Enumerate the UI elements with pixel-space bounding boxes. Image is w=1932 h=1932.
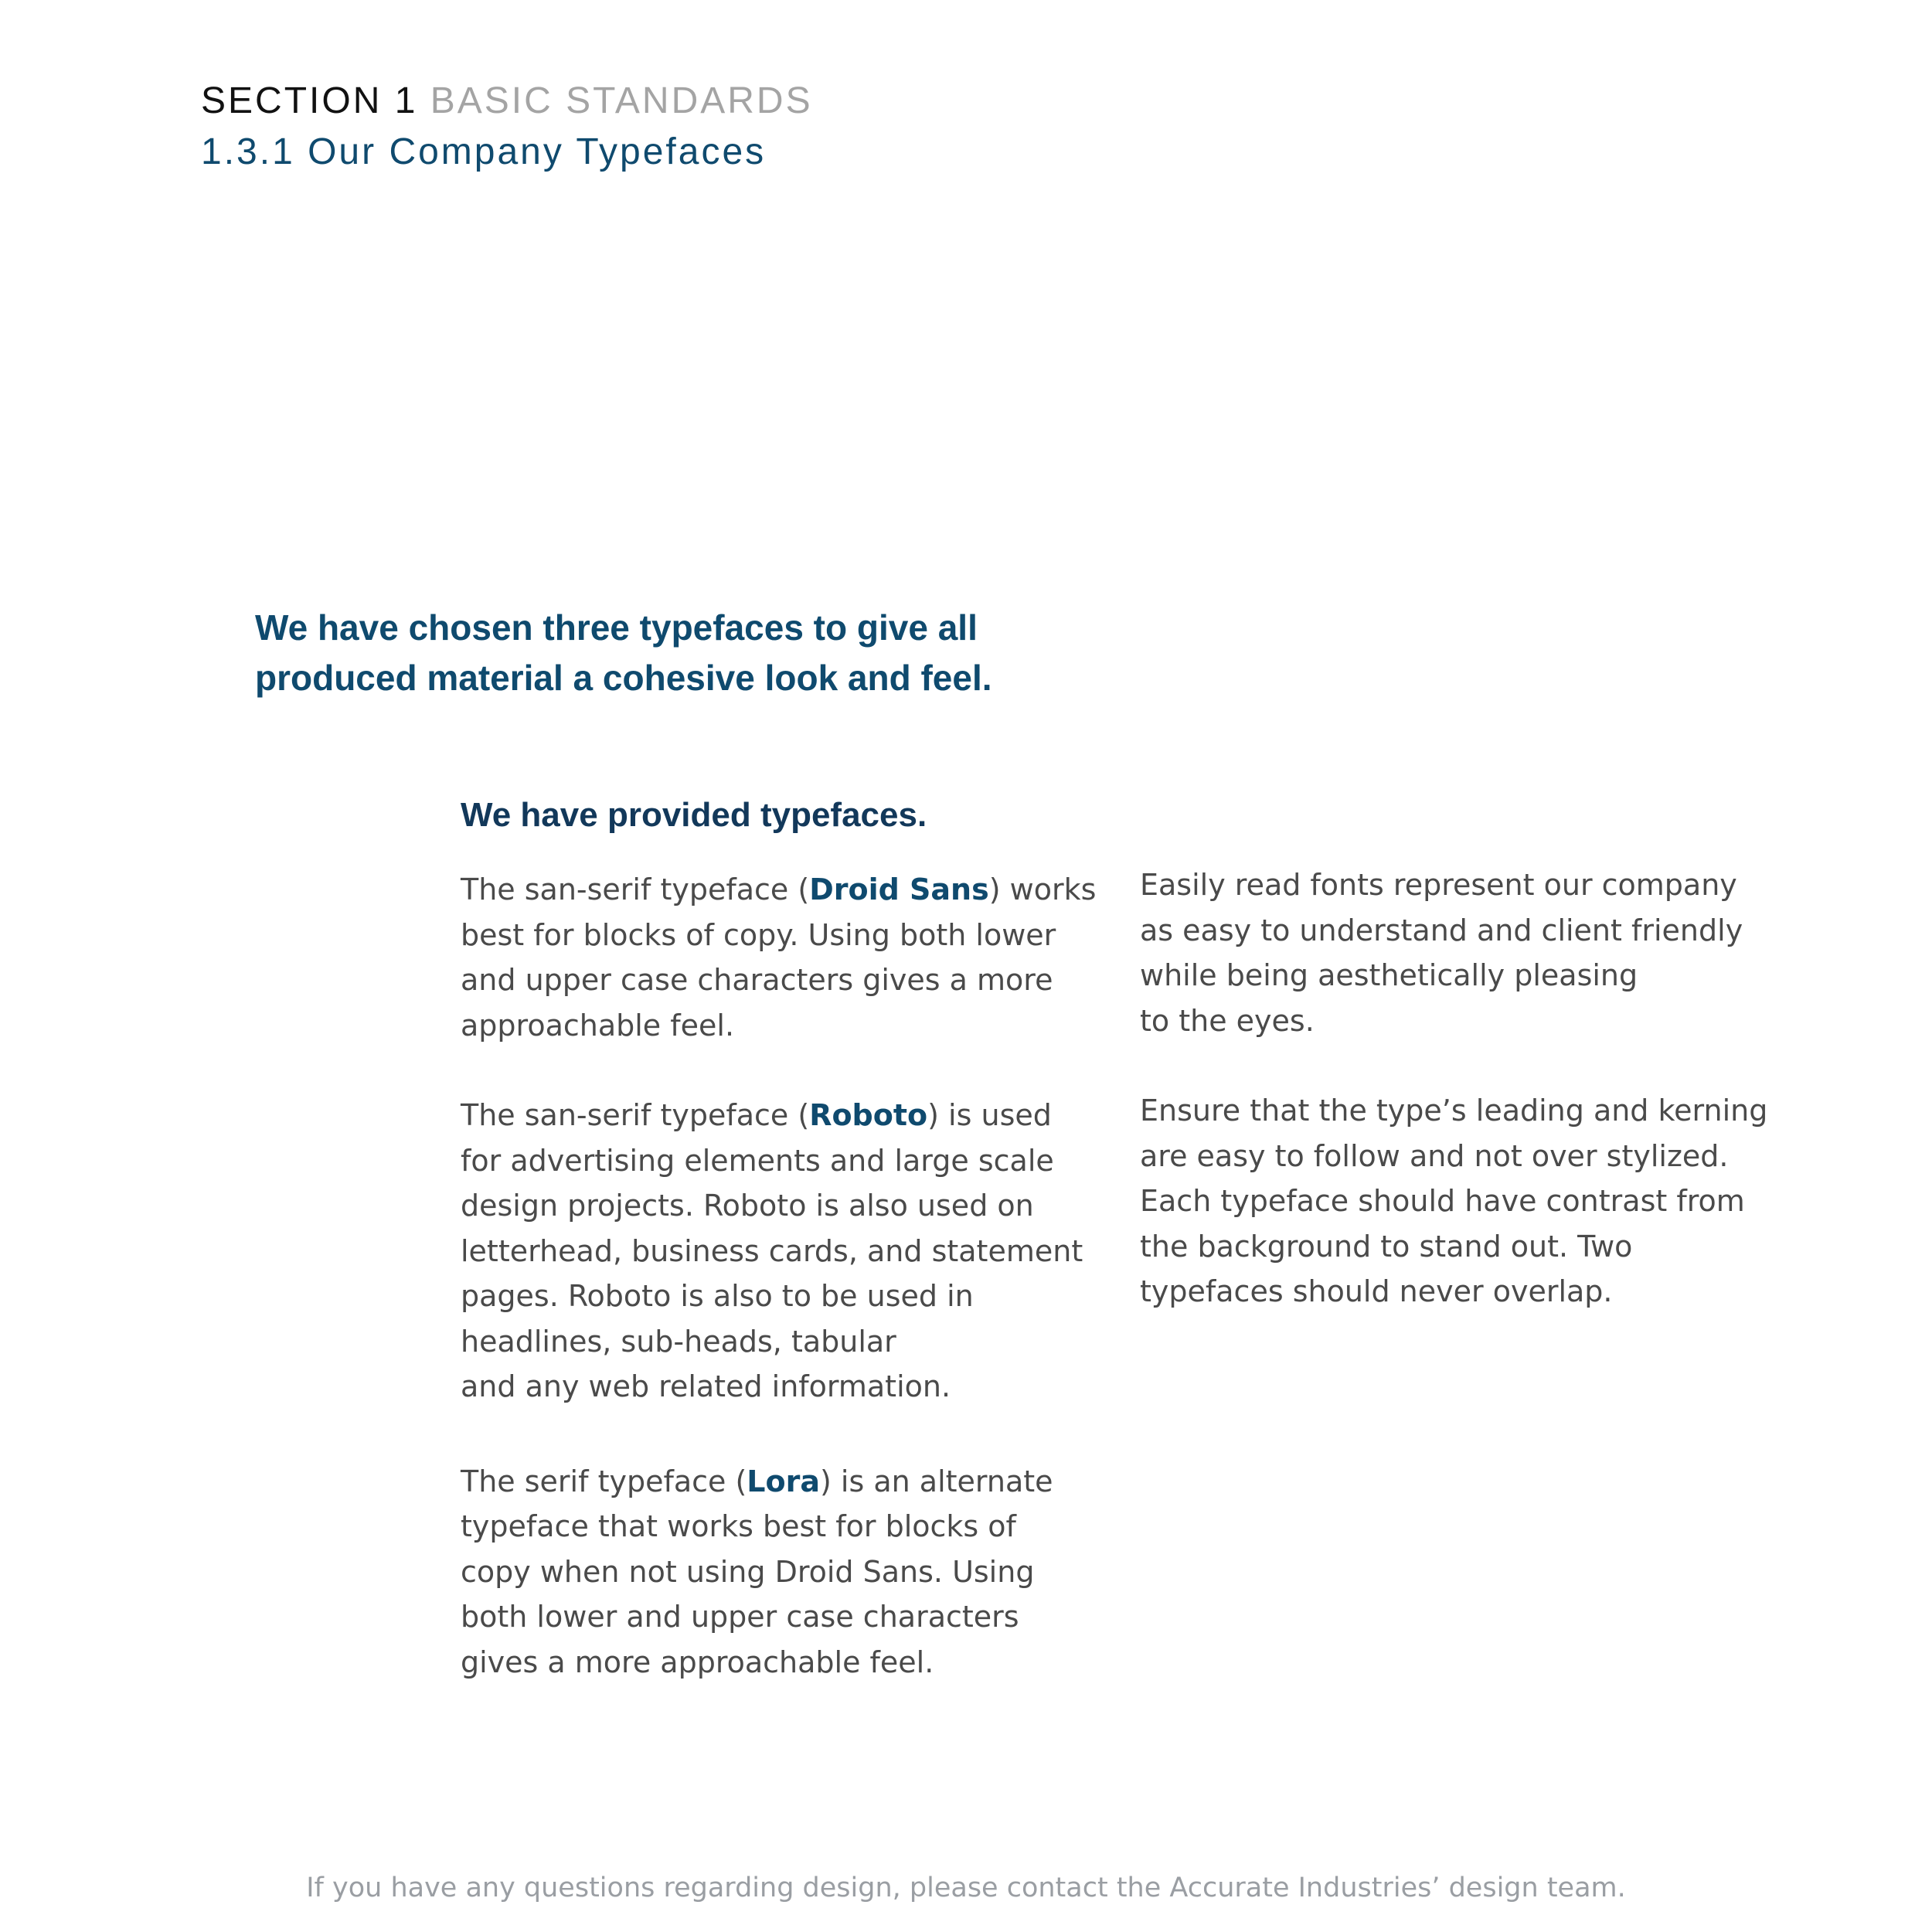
page-header	[201, 77, 1669, 179]
section-name: BASIC STANDARDS	[430, 80, 813, 121]
text-fragment: The san-serif typeface (	[461, 872, 810, 906]
paragraph-line: and any web related information.	[461, 1369, 951, 1403]
paragraph-line: are easy to follow and not over stylized.	[1140, 1138, 1729, 1173]
font-name-roboto: Roboto	[809, 1098, 928, 1132]
paragraph-line: Ensure that the type’s leading and kerning	[1140, 1094, 1768, 1128]
paragraph-line	[461, 1459, 1094, 1505]
text-fragment: The san-serif typeface (	[461, 1098, 810, 1132]
text-fragment: ) works	[988, 872, 1097, 906]
font-name-droid-sans: Droid Sans	[809, 872, 989, 906]
readability-paragraph	[1140, 862, 1789, 1043]
paragraph-line: Easily read fonts represent our company	[1140, 868, 1737, 902]
text-fragment: ) is used	[927, 1098, 1052, 1132]
paragraph-line: while being aesthetically pleasing	[1140, 958, 1638, 992]
paragraph-line: gives a more approachable feel.	[461, 1645, 934, 1679]
paragraph-line: Each typeface should have contrast from	[1140, 1184, 1745, 1218]
font-name-lora: Lora	[747, 1464, 820, 1498]
paragraph-line: to the eyes.	[1140, 1003, 1315, 1038]
paragraph-line: typeface that works best for blocks of	[461, 1509, 1016, 1543]
lora-paragraph	[461, 1459, 1094, 1685]
paragraph-line: and upper case characters gives a more	[461, 963, 1053, 997]
paragraph-line: approachable feel.	[461, 1008, 735, 1043]
paragraph-line	[461, 1093, 1094, 1138]
right-column	[1140, 862, 1789, 1359]
paragraph-line: copy when not using Droid Sans. Using	[461, 1554, 1035, 1589]
footer-note: If you have any questions regarding design, please contact the Accurate Industries’ design team.	[306, 1872, 1626, 1903]
paragraph-line: design projects. Roboto is also used on	[461, 1189, 1034, 1223]
paragraph-line: pages. Roboto is also to be used in	[461, 1279, 974, 1313]
paragraph-line: letterhead, business cards, and statement	[461, 1233, 1083, 1268]
left-column	[461, 867, 1097, 1730]
leading-kerning-paragraph	[1140, 1088, 1789, 1315]
roboto-paragraph	[461, 1093, 1094, 1410]
section-label: SECTION 1	[201, 80, 418, 121]
paragraph-line: headlines, sub-heads, tabular	[461, 1324, 896, 1359]
paragraph-line: both lower and upper case characters	[461, 1600, 1019, 1634]
text-fragment: The serif typeface (	[461, 1464, 747, 1498]
paragraph-line	[461, 867, 1097, 913]
paragraph-line: typefaces should never overlap.	[1140, 1274, 1613, 1308]
paragraph-line: for advertising elements and large scale	[461, 1143, 1054, 1178]
intro-line: We have chosen three typefaces to give all	[255, 607, 978, 648]
paragraph-line: the background to stand out. Two	[1140, 1229, 1633, 1264]
intro-line: produced material a cohesive look and feel.	[255, 658, 992, 698]
text-fragment: ) is an alternate	[820, 1464, 1053, 1498]
section-line	[201, 77, 1669, 125]
page-title: 1.3.1 Our Company Typefaces	[201, 131, 767, 172]
paragraph-line: as easy to understand and client friendly	[1140, 913, 1743, 947]
intro-statement	[255, 603, 1105, 703]
paragraph-line: best for blocks of copy. Using both lower	[461, 917, 1056, 952]
provided-typefaces-heading: We have provided typefaces.	[461, 796, 927, 834]
droid-sans-paragraph	[461, 867, 1097, 1048]
